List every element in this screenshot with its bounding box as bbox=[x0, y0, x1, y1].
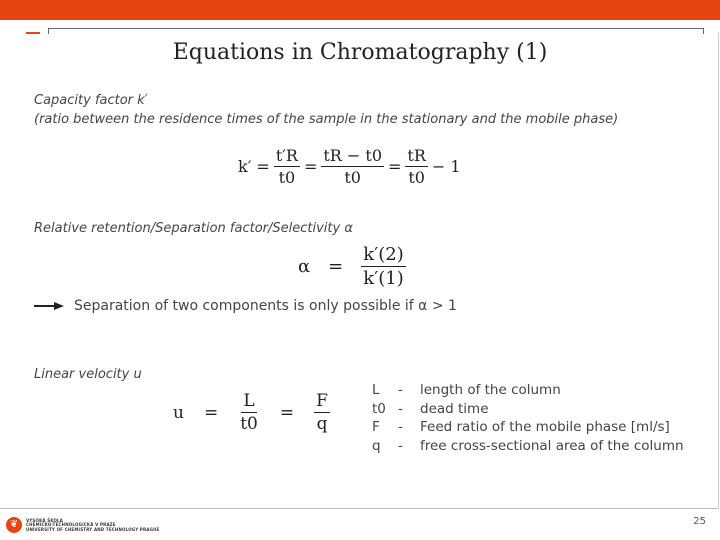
fraction-denominator: q bbox=[316, 414, 328, 434]
capacity-subheading: (ratio between the residence times of the sample in the stationary and the mobile phase) bbox=[34, 112, 619, 127]
velocity-heading: Linear velocity u bbox=[34, 367, 142, 382]
fraction-denominator: t0 bbox=[344, 168, 361, 187]
equals-sign: = bbox=[203, 402, 219, 423]
alpha-symbol: α bbox=[298, 256, 311, 277]
top-accent-bar bbox=[0, 0, 720, 20]
capacity-fraction-2 bbox=[321, 146, 384, 187]
velocity-fraction-1 bbox=[238, 391, 260, 434]
legend-description: Feed ratio of the mobile phase [ml/s] bbox=[420, 419, 670, 436]
fraction-numerator: L bbox=[243, 391, 255, 411]
legend-description: free cross-sectional area of the column bbox=[420, 437, 684, 454]
fraction-numerator: F bbox=[316, 391, 328, 411]
legend-row bbox=[372, 437, 684, 456]
separation-note-text: Separation of two components is only possible if α > 1 bbox=[74, 298, 457, 314]
university-name-line: CHEMICKO-TECHNOLOGICKÁ V PRAZE bbox=[26, 522, 116, 528]
legend-description: dead time bbox=[420, 400, 489, 417]
capacity-heading: Capacity factor k′ bbox=[34, 93, 148, 108]
fraction-denominator: k′(1) bbox=[363, 268, 404, 289]
legend-dash: - bbox=[398, 382, 403, 399]
university-name-line: UNIVERSITY OF CHEMISTRY AND TECHNOLOGY PRAGUE bbox=[26, 526, 160, 532]
equals-sign: = bbox=[303, 157, 318, 176]
fraction-numerator: tR − t0 bbox=[323, 146, 383, 165]
arrow-right-icon bbox=[34, 301, 64, 311]
fraction-numerator: t′R bbox=[275, 146, 298, 165]
selectivity-heading: Relative retention/Separation factor/Selectivity α bbox=[34, 221, 353, 236]
fraction-denominator: t0 bbox=[408, 168, 425, 187]
legend-dash: - bbox=[398, 437, 403, 454]
capacity-fraction-3 bbox=[405, 146, 427, 187]
capacity-fraction-1 bbox=[274, 146, 300, 187]
fraction-denominator: t0 bbox=[240, 414, 258, 434]
legend-row bbox=[372, 400, 684, 419]
variable-legend bbox=[372, 381, 684, 455]
selectivity-equation bbox=[298, 244, 406, 289]
minus-one: − 1 bbox=[431, 157, 461, 176]
legend-symbol: t0 bbox=[372, 400, 386, 417]
capacity-lhs: k′ = bbox=[238, 157, 270, 176]
legend-dash: - bbox=[398, 400, 403, 417]
fraction-denominator: t0 bbox=[278, 168, 296, 187]
equals-sign: = bbox=[388, 157, 402, 176]
equals-sign: = bbox=[279, 402, 295, 423]
university-name bbox=[26, 519, 159, 532]
page-number: 25 bbox=[693, 516, 706, 527]
velocity-equation bbox=[173, 391, 330, 434]
separation-note bbox=[34, 298, 457, 314]
velocity-fraction-2 bbox=[314, 391, 330, 434]
legend-description: length of the column bbox=[420, 382, 561, 399]
legend-row bbox=[372, 418, 684, 437]
equals-sign: = bbox=[328, 256, 344, 277]
velocity-symbol: u bbox=[173, 402, 184, 423]
university-logo-icon: ❦ bbox=[6, 517, 22, 533]
legend-symbol: L bbox=[372, 382, 380, 399]
university-name-line: VYSOKÁ ŠKOLA bbox=[26, 518, 64, 523]
legend-symbol: F bbox=[372, 419, 380, 436]
slide-title: Equations in Chromatography (1) bbox=[172, 40, 548, 65]
selectivity-fraction bbox=[361, 244, 406, 289]
legend-dash: - bbox=[398, 419, 403, 436]
fraction-numerator: tR bbox=[407, 146, 426, 165]
legend-symbol: q bbox=[372, 437, 381, 454]
fraction-numerator: k′(2) bbox=[363, 244, 404, 265]
capacity-equation bbox=[238, 146, 461, 187]
legend-row bbox=[372, 381, 684, 400]
